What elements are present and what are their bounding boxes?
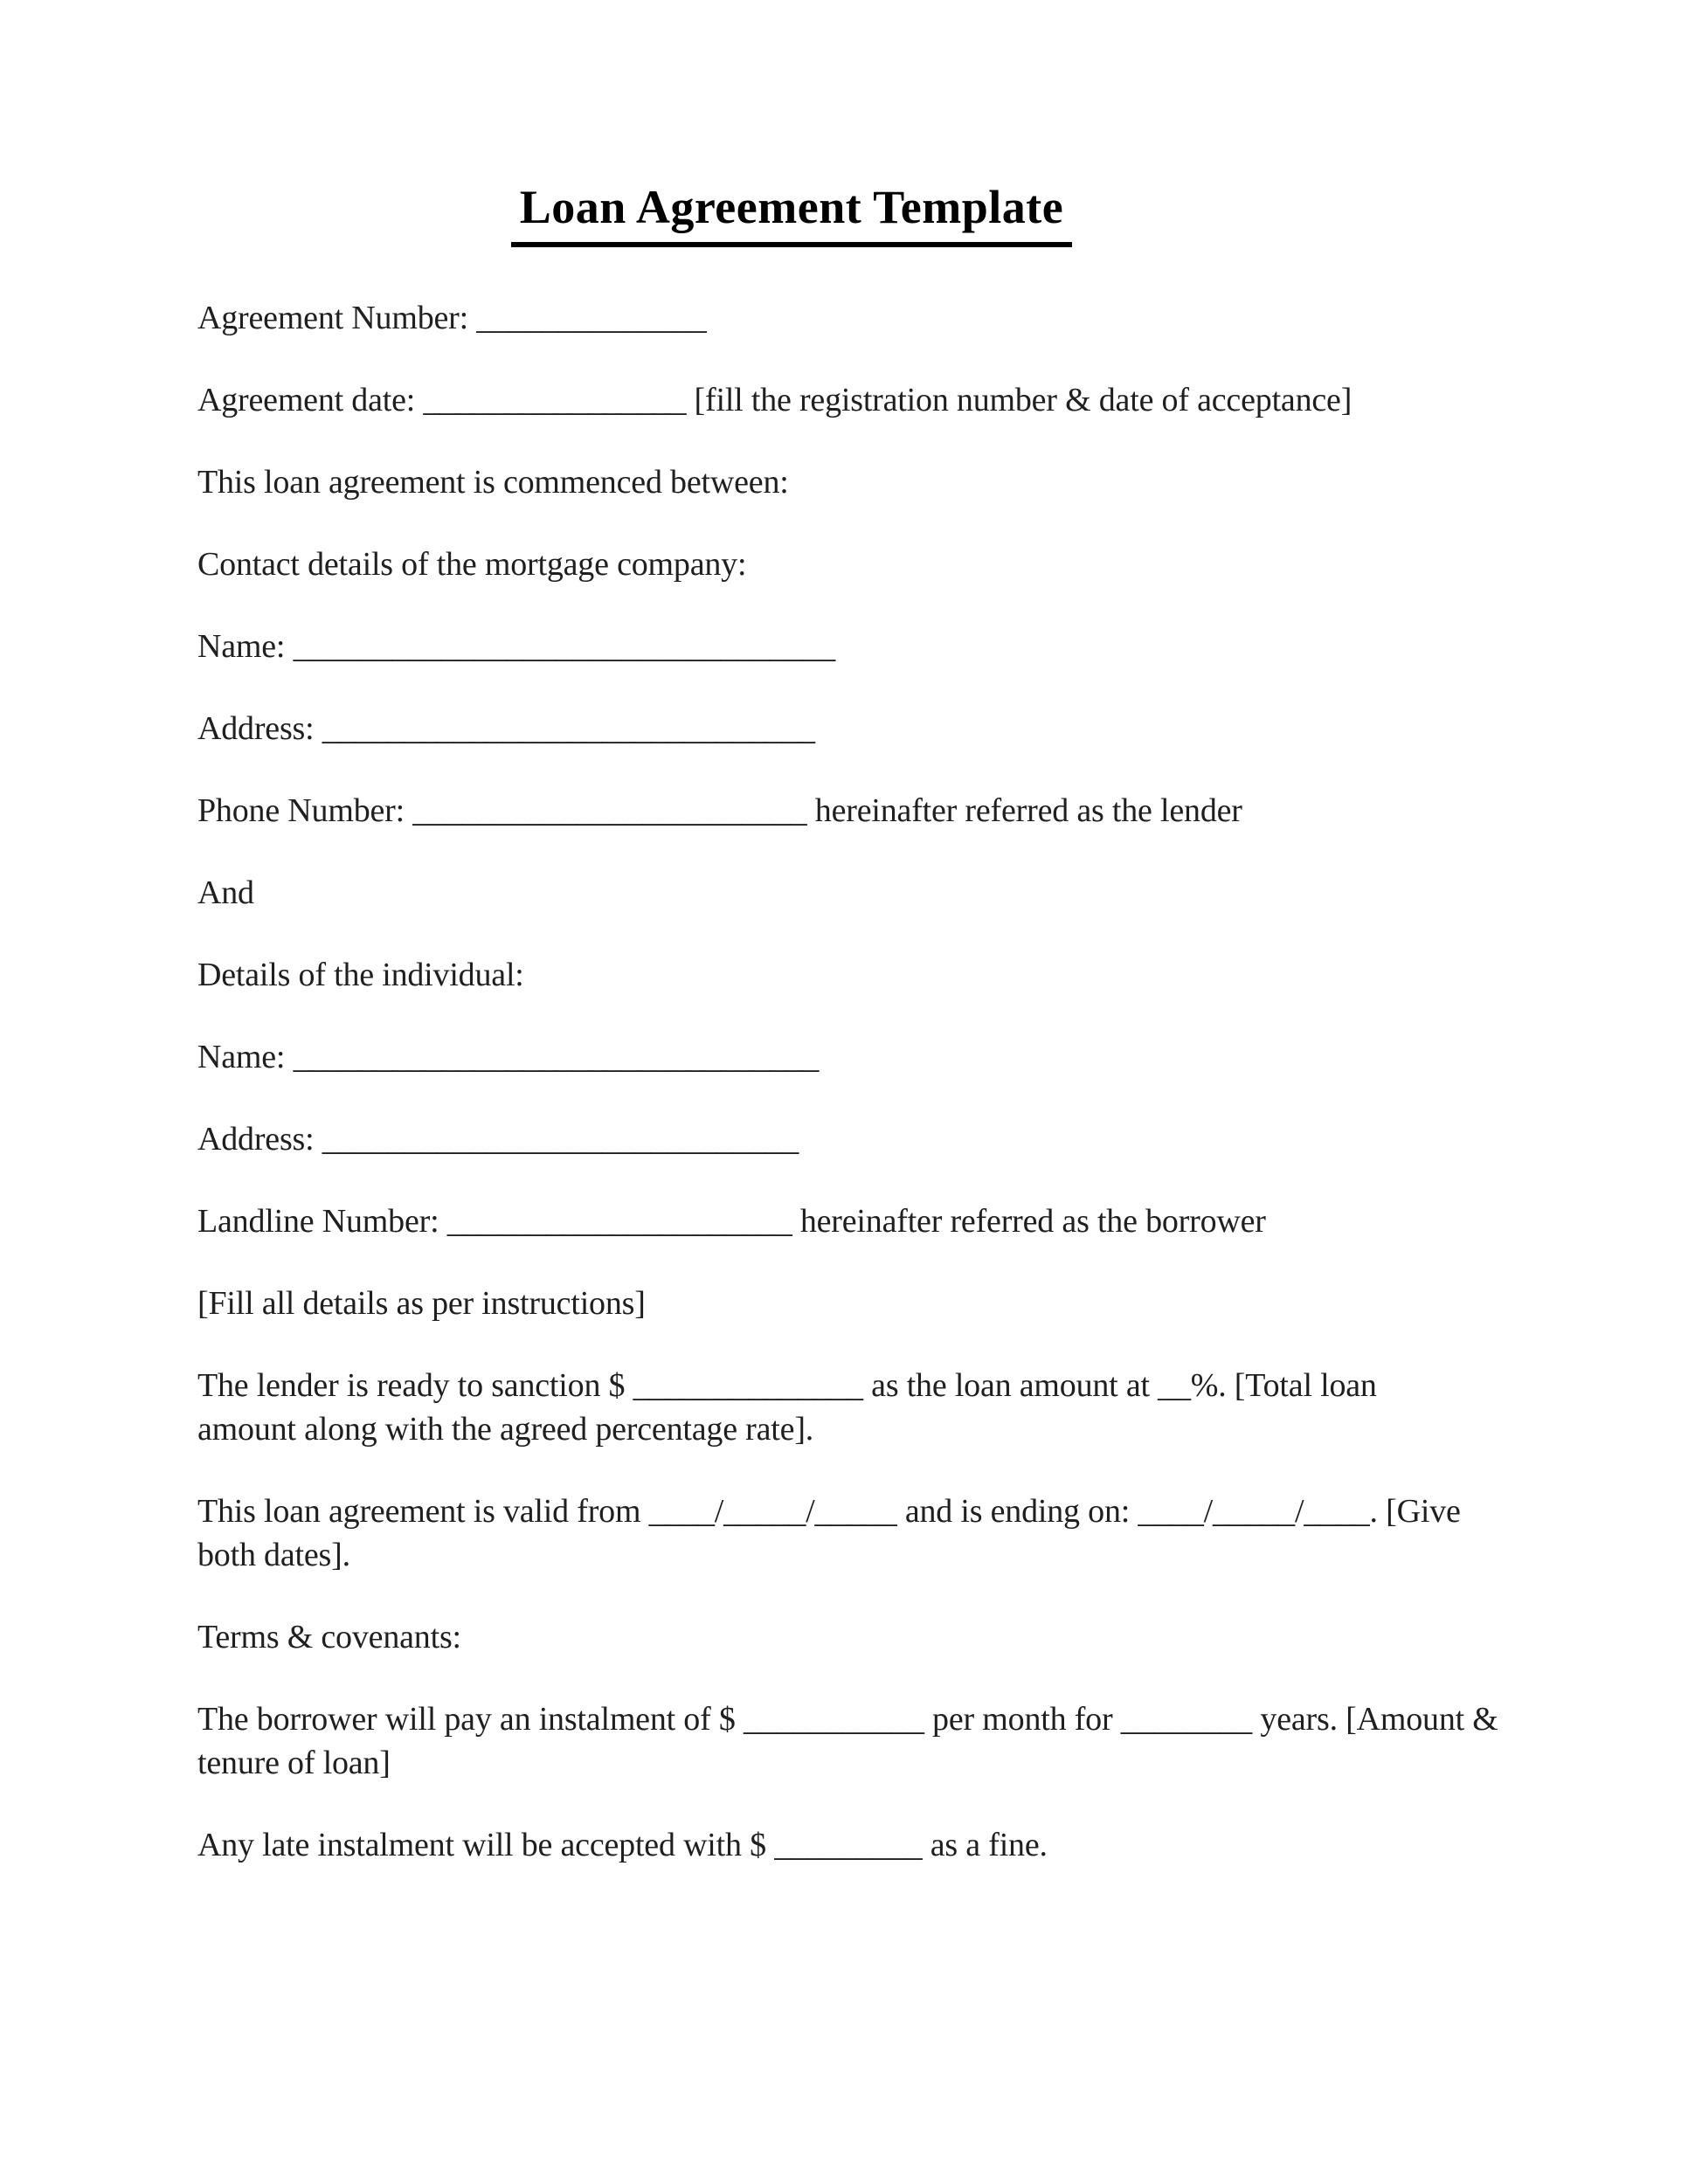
paragraph-line: This loan agreement is commenced between:: [197, 463, 789, 501]
paragraph-line: Address: _____________________________: [197, 1120, 799, 1158]
paragraph-line: Agreement Number: ______________: [197, 299, 707, 336]
paragraph-line: Details of the individual:: [197, 956, 524, 993]
document-paragraph: [197, 1282, 1583, 1325]
document-paragraph: [197, 1489, 1583, 1577]
document-paragraph: [197, 1117, 1583, 1161]
paragraph-line: Agreement date: ________________ [fill the registration number & date of acceptance]: [197, 381, 1352, 418]
paragraph-line: The borrower will pay an instalment of $ ___________ per month for ________ years. [Amount &: [197, 1700, 1498, 1738]
document-paragraph: [197, 460, 1583, 504]
document-body: [197, 296, 1583, 1867]
document-paragraph: [197, 296, 1583, 340]
document-paragraph: [197, 1364, 1583, 1451]
document-title: [197, 179, 1386, 247]
document-paragraph: [197, 871, 1583, 915]
document-paragraph: [197, 1697, 1583, 1785]
document-paragraph: [197, 707, 1583, 750]
paragraph-line: This loan agreement is valid from ____/_____/_____ and is ending on: ____/_____/____. [Give: [197, 1492, 1461, 1530]
paragraph-line: Landline Number: _____________________ hereinafter referred as the borrower: [197, 1202, 1266, 1240]
paragraph-line: Phone Number: ________________________ hereinafter referred as the lender: [197, 791, 1242, 829]
paragraph-line: Any late instalment will be accepted with $ _________ as a fine.: [197, 1826, 1048, 1863]
paragraph-line: amount along with the agreed percentage rate].: [197, 1410, 814, 1448]
paragraph-line: Name: ________________________________: [197, 1038, 820, 1075]
document-paragraph: [197, 378, 1583, 422]
paragraph-line: Contact details of the mortgage company:: [197, 545, 747, 583]
document-paragraph: [197, 1199, 1583, 1243]
document-title-text: Loan Agreement Template: [511, 179, 1072, 247]
document-paragraph: [197, 1035, 1583, 1079]
paragraph-line: And: [197, 874, 254, 911]
paragraph-line: Terms & covenants:: [197, 1618, 461, 1655]
document-paragraph: [197, 953, 1583, 997]
paragraph-line: Name: _________________________________: [197, 627, 835, 665]
document-paragraph: [197, 1615, 1583, 1659]
document-paragraph: [197, 625, 1583, 668]
paragraph-line: The lender is ready to sanction $ ______________ as the loan amount at __%. [Total loan: [197, 1366, 1377, 1404]
document-paragraph: [197, 543, 1583, 586]
document-paragraph: [197, 1823, 1583, 1867]
paragraph-line: tenure of loan]: [197, 1744, 391, 1781]
paragraph-line: Address: ______________________________: [197, 709, 815, 747]
document-paragraph: [197, 789, 1583, 833]
paragraph-line: [Fill all details as per instructions]: [197, 1284, 646, 1322]
paragraph-line: both dates].: [197, 1536, 350, 1573]
